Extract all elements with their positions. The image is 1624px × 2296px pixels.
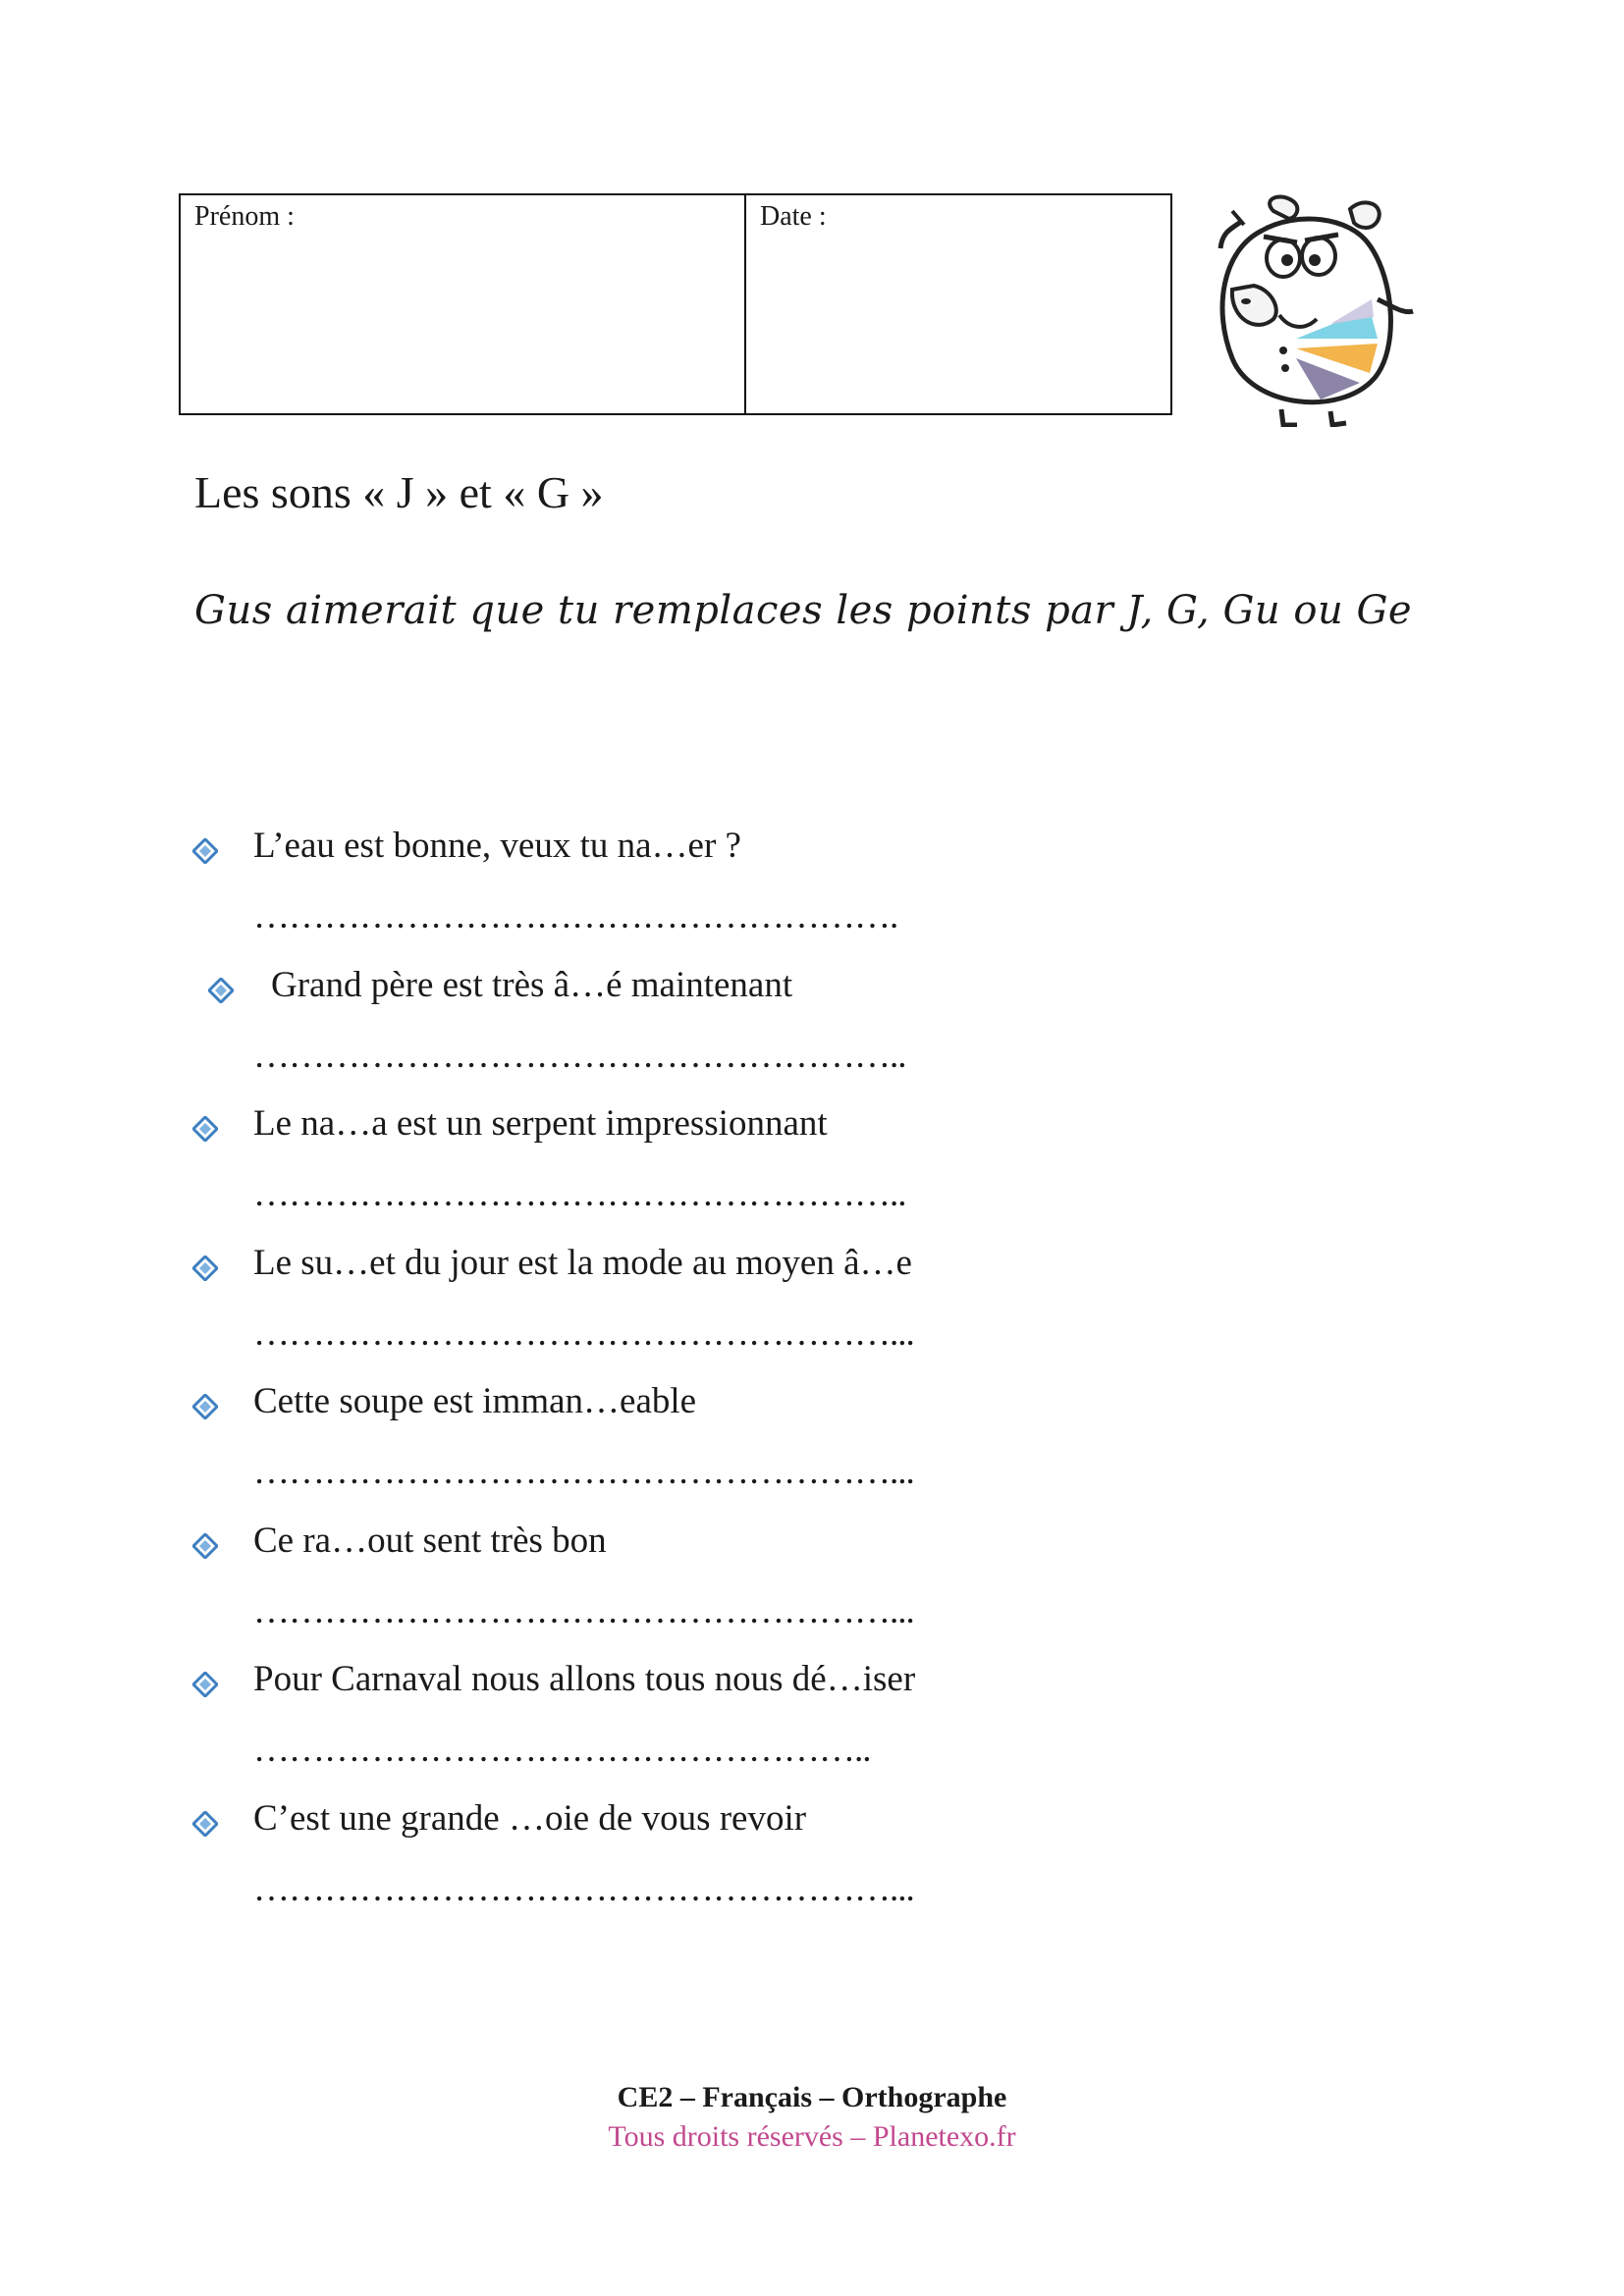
footer-level: CE2 – Français – Orthographe (617, 2081, 1007, 2113)
diamond-bullet-icon (192, 1811, 218, 1837)
exercise-sentence: Pour Carnaval nous allons tous nous dé…iser (253, 1659, 916, 1699)
answer-line[interactable]: ……………………………………………….. (253, 1174, 906, 1214)
exercise-sentence: Cette soupe est imman…eable (253, 1381, 697, 1421)
exercise-item (192, 1658, 1371, 1797)
answer-line[interactable]: ………………………………………………... (253, 1868, 914, 1909)
exercise-sentence: Le su…et du jour est la mode au moyen â…e (253, 1242, 912, 1283)
diamond-bullet-icon (208, 978, 234, 1003)
diamond-bullet-icon (192, 1672, 218, 1697)
answer-line[interactable]: ………………………………………………... (253, 1452, 914, 1492)
exercise-item (192, 1520, 1371, 1659)
exercise-sentence: Ce ra…out sent très bon (253, 1520, 607, 1561)
answer-line[interactable]: ………………………………………………... (253, 1312, 914, 1354)
answer-line[interactable]: ………………………………………………... (253, 1590, 914, 1631)
footer-rights: Tous droits réservés – Planetexo.fr (608, 2120, 1016, 2153)
exercise-item (192, 1242, 1371, 1381)
exercise-item (192, 1102, 1371, 1242)
instruction-text: Gus aimerait que tu remplaces les points par J, G, Gu ou Ge (194, 588, 1413, 633)
exercise-list (192, 825, 1371, 1936)
exercise-sentence: C’est une grande …oie de vous revoir (253, 1797, 807, 1839)
prenom-field[interactable] (181, 195, 746, 413)
diamond-bullet-icon (192, 1116, 218, 1142)
exercise-item (192, 964, 1371, 1103)
sheep-mascot-icon (1203, 191, 1419, 427)
exercise-sentence: L’eau est bonne, veux tu na…er ? (253, 826, 741, 866)
exercise-sentence: Le na…a est un serpent impressionnant (253, 1103, 828, 1144)
date-label: Date : (760, 201, 827, 232)
page-title: Les sons « J » et « G » (194, 467, 604, 517)
answer-line[interactable]: ………………………………………………. (253, 896, 898, 936)
diamond-bullet-icon (192, 1255, 218, 1281)
exercise-sentence: Grand père est très â…é maintenant (271, 964, 793, 1005)
answer-line[interactable]: …………………………………………….. (253, 1730, 871, 1770)
answer-line[interactable]: ……………………………………………….. (253, 1035, 906, 1076)
diamond-bullet-icon (192, 1533, 218, 1559)
diamond-bullet-icon (192, 1394, 218, 1419)
prenom-label: Prénom : (194, 201, 295, 232)
exercise-item (192, 825, 1371, 964)
exercise-item (192, 1380, 1371, 1520)
diamond-bullet-icon (192, 838, 218, 864)
date-field[interactable] (746, 195, 1170, 413)
exercise-item (192, 1797, 1371, 1937)
name-date-box (179, 193, 1172, 415)
